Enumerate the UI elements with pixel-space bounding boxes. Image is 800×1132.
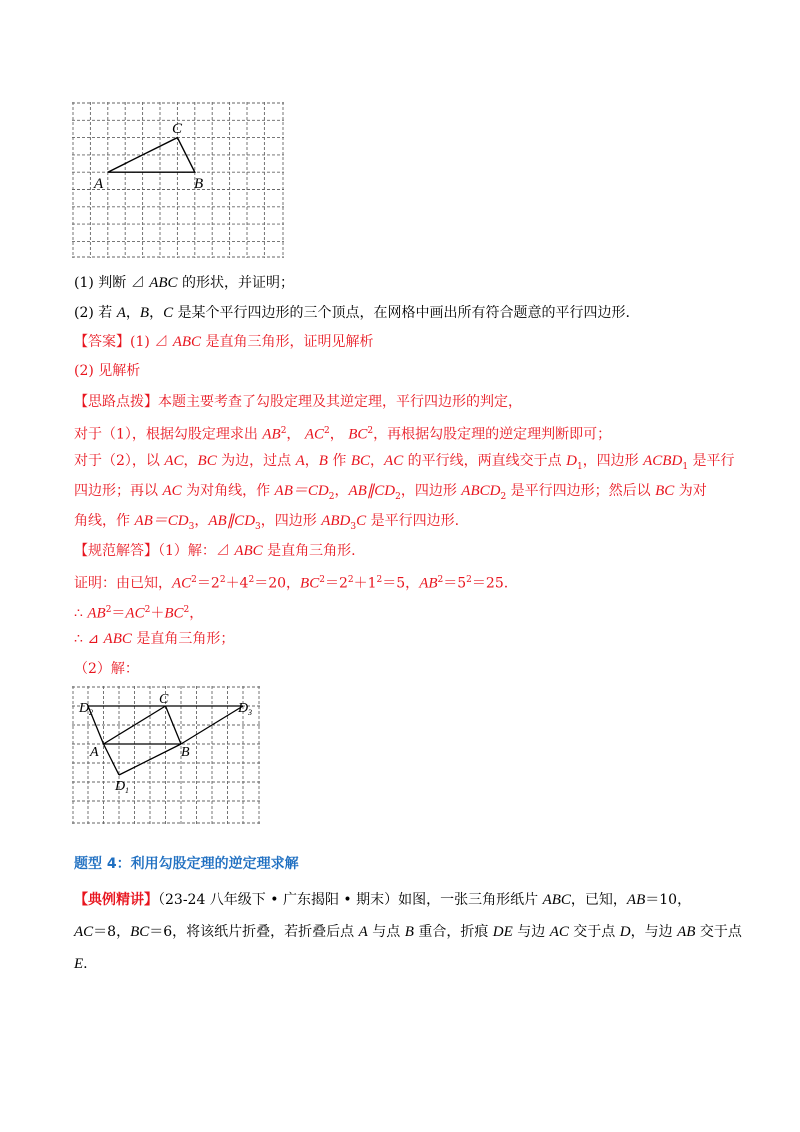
question-1: (1) 判断 ⊿ ABC 的形状，并证明；: [74, 275, 294, 291]
label-c: C: [159, 692, 169, 707]
hint-line-4: 四边形；再以 AC 为对角线，作 $AB=CD_2$，$AB\parallel CD_2$，四边形 $ABCD_2$ 是平行四边形；然后以 BC 为对: [74, 483, 707, 502]
solution-line-4: ∴ ⊿ ABC 是直角三角形；: [74, 631, 235, 647]
hint-line-2: 对于（1），根据勾股定理求出 $AB^2$， $AC^2$， $BC^2$，再根据勾股定理的逆定理判断即可；: [74, 426, 612, 443]
label-d3: D: [238, 701, 249, 716]
solution-line-5: （2）解：: [74, 661, 139, 677]
hint-line-1: 【思路点拨】本题主要考查了勾股定理及其逆定理，平行四边形的判定，: [74, 394, 522, 410]
hint-line-5: 角线，作 $AB=CD_3$，$AB\parallel CD_3$，四边形 $ABD_3C$ 是平行四边形.: [74, 513, 460, 532]
triangle-abc: [108, 138, 195, 173]
label-a: A: [94, 176, 104, 192]
solution-line-3: ∴ $AB^2=AC^2+BC^2$，: [74, 605, 204, 622]
solution-line-2: 证明：由已知，$AC^2=2^2+4^2=20$，$BC^2=2^2+1^2=5$，$AB^2=5^2=25$.: [74, 575, 509, 592]
label-d1-sub: 1: [125, 786, 129, 795]
label-d1: D: [115, 779, 126, 794]
label-c: C: [172, 121, 183, 137]
example-line-3: E.: [74, 956, 88, 972]
segment-ad1: [104, 744, 120, 775]
solution-line-1: 【规范解答】（1）解：⊿ ABC 是直角三角形.: [74, 543, 356, 559]
example-line-1: 【典例精讲】（23-24 八年级下 • 广东揭阳 • 期末）如图，一张三角形纸片 ABC，已知，AB＝10，: [74, 892, 692, 908]
label-b: B: [181, 745, 190, 760]
label-d3-sub: 3: [248, 708, 252, 717]
section-heading: 题型 4：利用勾股定理的逆定理求解: [74, 856, 299, 872]
grid-figure-1: [72, 102, 284, 258]
label-b: B: [194, 176, 204, 192]
answer-line-1: 【答案】(1) ⊿ ABC 是直角三角形，证明见解析: [74, 334, 374, 350]
label-a: A: [90, 745, 99, 760]
question-2: (2) 若 A，B，C 是某个平行四边形的三个顶点，在网格中画出所有符合题意的平行四边形.: [74, 305, 630, 321]
grid-figure-2: [72, 686, 260, 824]
answer-line-2: (2) 见解析: [74, 363, 141, 379]
hint-line-3: 对于（2），以 AC，BC 为边，过点 A，B 作 BC，AC 的平行线，两直线交于点 $D_1$，四边形 $ACBD_1$ 是平行: [74, 453, 735, 472]
label-d2-sub: 2: [89, 708, 93, 717]
label-d2: D: [79, 701, 90, 716]
example-line-2: AC＝8，BC＝6，将该纸片折叠，若折叠后点 A 与点 B 重合，折痕 DE 与边 AC 交于点 D，与边 AB 交于点: [74, 924, 742, 940]
